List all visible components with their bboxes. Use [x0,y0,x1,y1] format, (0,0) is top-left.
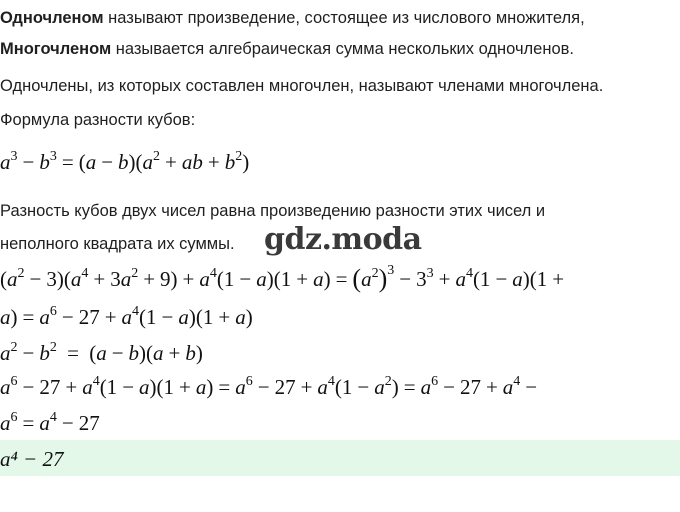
rule-text-line-1: Разность кубов двух чисел равна произведению разности этих чисел и [0,202,546,220]
solution-step-2: $a^6 - 27 + a^4(1 - a)(1 + a) = a^6 - 27 + a^4(1 - a^2) = a^6 - 27 + a^4$ − [0,374,538,399]
monomial-definition-text: называют произведение, состоящее из числового множителя, [103,9,585,27]
rule-text-line-2: неполного квадрата их суммы. [0,235,235,253]
polynomial-definition-text: называется алгебраическая сумма нескольких одночленов. [111,40,575,58]
monomial-definition [0,7,585,29]
formula-heading: Формула разности кубов: [0,111,196,129]
solution-step-1: $(a^2 - 3)(a^4 + 3a^2 + 9) + a^4(1 - a)(1 + a) = (a^2)^3 - 3^3 + a^4(1 - a)(1$ + [0,263,565,293]
solution-step-1-continued: $a) = a^6 - 27 + a^4(1 - a)(1 + a)$ [0,304,253,329]
monomial-term: Одночленом [0,9,104,27]
cubes-formula: $a^3 - b^3 = (a - b)(a^2$ + ab + $b^2$) [0,149,250,174]
watermark-logo: gdz.moda [264,222,422,257]
squares-formula: $a^2 - b^2 = (a - b)(a + b)$ [0,340,203,365]
polynomial-term: Многочленом [0,40,112,58]
polynomial-definition [0,38,574,60]
solution-step-2-continued: $a^6 = a^4 - 27$ [0,410,100,435]
answer-highlight [0,440,680,476]
final-answer: a⁴ − 27 [0,447,64,471]
members-definition: Одночлены, из которых составлен многочлен, называют членами многочлена. [0,77,604,95]
